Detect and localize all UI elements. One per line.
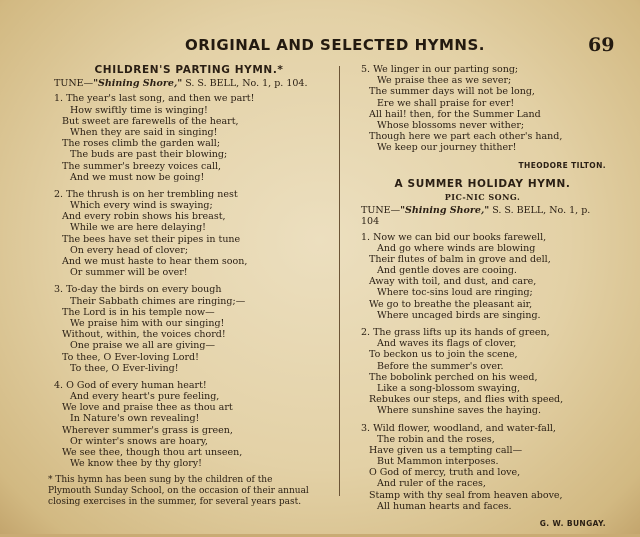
running-title: ORIGINAL AND SELECTED HYMNS.: [185, 36, 485, 54]
author-credit: G. W. BUNGAY.: [539, 519, 606, 529]
verse-line: While we are here delaying!: [70, 222, 206, 234]
verse-line: All hail! then, for the Summer Land: [369, 108, 541, 120]
hymn-subtitle: PIC-NIC SONG.: [444, 191, 521, 202]
verse-line: We keep our journey thither!: [377, 142, 517, 154]
verse-line: To thee, O Ever-loving Lord!: [62, 351, 199, 363]
verse-line: Rebukes our steps, and flies with speed,: [369, 394, 564, 406]
verse-line: Before the summer's over.: [377, 360, 504, 372]
tune-line: [54, 78, 330, 89]
verse-line: The summer's breezy voices call,: [62, 160, 222, 172]
stanza: [355, 64, 610, 154]
verse-line: 1. The year's last song, and then we part!: [54, 93, 255, 105]
verse-line: Ere we shall praise for ever!: [377, 97, 515, 109]
verse-line: And gentle doves are cooing.: [377, 265, 517, 277]
verse-line: To thee, O Ever-living!: [70, 362, 179, 374]
verse-line: Though here we part each other's hand,: [369, 131, 563, 143]
author-credit: THEODORE TILTON.: [518, 160, 606, 170]
verse-line: The Lord is in his temple now—: [62, 306, 215, 318]
footnote-line: closing exercises in the summer, for several years past.: [48, 496, 302, 507]
footnote-line: * This hymn has been sung by the children of the: [48, 475, 273, 486]
verse-line: In Nature's own revealing!: [70, 413, 200, 425]
verse-line: On every head of clover;: [70, 244, 189, 256]
verse-line: We see thee, though thou art unseen,: [62, 447, 243, 459]
verse-line: Or summer will be over!: [70, 267, 188, 279]
tune-name: "Shining Shore,": [400, 205, 490, 217]
verse-line: The bobolink perched on his weed,: [369, 371, 538, 383]
tune-reference: S. S. BELL, No. 1, p. 104.: [182, 78, 308, 90]
left-column: [48, 64, 330, 507]
tune-prefix: TUNE—: [361, 205, 401, 217]
verse-line: But sweet are farewells of the heart,: [62, 115, 239, 127]
verse-line: Where uncaged birds are singing.: [377, 309, 541, 321]
verse-line: The bees have set their pipes in tune: [62, 233, 241, 245]
verse-line: Like a song-blossom swaying,: [377, 382, 521, 394]
verse-line: Wherever summer's grass is green,: [62, 424, 233, 436]
verse-line: Their Sabbath chimes are ringing;—: [70, 295, 246, 307]
verse-line: 2. The thrush is on her trembling nest: [54, 188, 238, 200]
verse-line: Stamp with thy seal from heaven above,: [369, 489, 563, 501]
tune-prefix: TUNE—: [54, 78, 94, 90]
verse-line: Whose blossoms never wither;: [377, 119, 525, 131]
verse-line: Where sunshine saves the haying.: [377, 405, 542, 417]
verse-line: All human hearts and faces.: [377, 500, 512, 512]
verse-line: And ruler of the races,: [377, 478, 486, 490]
verse-line: 1. Now we can bid our books farewell,: [361, 231, 547, 243]
verse-line: And every heart's pure feeling,: [70, 391, 220, 403]
verse-line: 3. To-day the birds on every bough: [54, 284, 222, 296]
verse-line: We love and praise thee as thou art: [62, 402, 233, 414]
verse-line: How swiftly time is winging!: [70, 104, 208, 116]
verse-line: The robin and the roses,: [377, 433, 495, 445]
verse-line: The buds are past their blowing;: [70, 149, 228, 161]
verse-line: And every robin shows his breast,: [62, 211, 226, 223]
verse-line: 4. O God of every human heart!: [54, 379, 207, 391]
verse-line: To beckon us to join the scene,: [369, 349, 518, 361]
stanza: [355, 327, 610, 417]
verse-line: Or winter's snows are hoary,: [70, 435, 208, 447]
verse-line: When they are said in singing!: [70, 126, 218, 138]
verse-line: Which every wind is swaying;: [70, 200, 213, 212]
footnote-line: Plymouth Sunday School, on the occasion of their annual: [48, 486, 309, 496]
right-column: [355, 64, 610, 537]
hymn-title: A SUMMER HOLIDAY HYMN.: [394, 177, 571, 190]
stanza: [48, 284, 330, 374]
stanza: [48, 93, 330, 183]
verse-line: 3. Wild flower, woodland, and water-fall,: [361, 422, 556, 434]
verse-line: 2. The grass lifts up its hands of green,: [361, 327, 550, 339]
verse-line: We go to breathe the pleasant air,: [369, 298, 533, 310]
verse-line: We praise thee as we sever;: [377, 75, 512, 87]
stanza: [48, 380, 330, 470]
verse-line: The summer days will not be long,: [369, 86, 535, 98]
verse-line: And we must haste to hear them soon,: [62, 256, 248, 268]
verse-line: We know thee by thy glory!: [70, 458, 202, 470]
verse-line: One praise we all are giving—: [70, 340, 215, 352]
column-divider: [339, 66, 340, 496]
stanza: [355, 423, 610, 513]
verse-line: The roses climb the garden wall;: [62, 138, 221, 150]
verse-line: Without, within, the voices chord!: [62, 329, 226, 341]
verse-line: And go where winds are blowing: [377, 242, 536, 254]
verse-line: 5. We linger in our parting song;: [361, 64, 519, 75]
verse-line: But Mammon interposes.: [377, 456, 499, 468]
verse-line: Their flutes of balm in grove and dell,: [369, 253, 551, 265]
page-number: 69: [588, 34, 615, 56]
verse-line: Where toc-sins loud are ringing;: [377, 287, 533, 299]
tune-name: "Shining Shore,": [93, 78, 183, 90]
hymn-title: CHILDREN'S PARTING HYMN.*: [94, 64, 284, 76]
tune-reference: S. S. BELL, No. 1, p. 104: [361, 205, 591, 228]
page-header: [0, 36, 640, 60]
footnote: [48, 475, 330, 507]
verse-line: Have given us a tempting call—: [369, 444, 523, 456]
tune-line: [361, 205, 610, 227]
verse-line: O God of mercy, truth and love,: [369, 467, 521, 479]
stanza: [355, 232, 610, 322]
verse-line: And we must now be going!: [70, 171, 205, 183]
verse-line: Away with toil, and dust, and care,: [369, 276, 537, 288]
stanza: [48, 189, 330, 279]
verse-line: We praise him with our singing!: [70, 317, 225, 329]
verse-line: And waves its flags of clover,: [377, 338, 517, 350]
